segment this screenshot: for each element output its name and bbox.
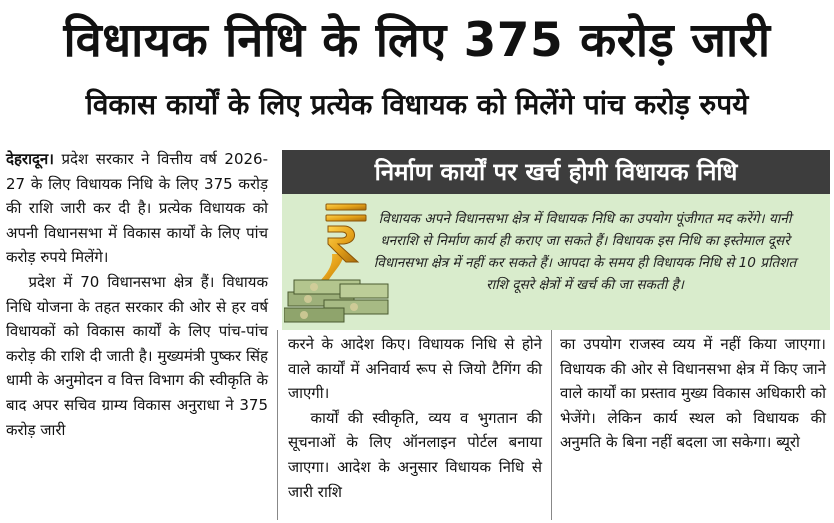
article-column-1 — [6, 147, 268, 442]
subheadline: विकास कार्यों के लिए प्रत्येक विधायक को मिलेंगे पांच करोड़ रुपये — [85, 88, 749, 121]
column-1-paragraph-1 — [6, 147, 268, 270]
column-3-paragraph-1: का उपयोग राजस्व व्यय में नहीं किया जाएगा। विधायक की ओर से विधानसभा क्षेत्र में किए जाने वाले कार्यों का प्रस्ताव मुख्य विकास अधिकारी को भेजेंगे। लेकिन कार्य स्थल को विधायक की अनुमति के बिना नहीं बदला जा सकेगा। ब्यूरो — [560, 335, 826, 452]
dateline: देहरादून। — [6, 150, 54, 168]
article-column-3 — [560, 332, 826, 455]
column-2-paragraph-1: करने के आदेश किए। विधायक निधि से होने वाले कार्यों में अनिवार्य रूप से जियो टैगिंग की जाएगी। — [288, 335, 542, 403]
info-box-title: निर्माण कार्यों पर खर्च होगी विधायक निधि — [282, 150, 830, 194]
column-divider — [551, 330, 552, 520]
info-box-text: विधायक अपने विधानसभा क्षेत्र में विधायक निधि का उपयोग पूंजीगत मद करेंगे। यानी धनराशि से निर्माण कार्य ही कराए जा सकते हैं। विधायक इस निधि का इस्तेमाल दूसरे विधानसभा क्षेत्र में नहीं कर सकते हैं। आपदा के समय ही विधायक निधि से 10 प्रतिशत राशि दूसरे क्षेत्रों में खर्च की जा सकती है। — [373, 211, 797, 293]
article-column-2 — [288, 332, 542, 504]
column-1-paragraph-1-text: प्रदेश सरकार ने वित्तीय वर्ष 2026-27 के लिए विधायक निधि के लिए 375 करोड़ की राशि जारी कर दी है। प्रत्येक विधायक को अपनी विधानसभा में विकास कार्यों के लिए पांच करोड़ रुपये मिलेंगे। — [6, 150, 268, 267]
info-box — [282, 150, 830, 330]
column-2-paragraph-2: कार्यों की स्वीकृति, व्यय व भुगतान की सूचनाओं के लिए ऑनलाइन पोर्टल बनाया जाएगा। आदेश के अनुसार विधायक निधि से जारी राशि — [288, 408, 542, 501]
column-divider — [277, 330, 278, 520]
column-1-paragraph-2: प्रदेश में 70 विधानसभा क्षेत्र हैं। विधायक निधि योजना के तहत सरकार की ओर से हर वर्ष विधायकों को विकास कार्यों के लिए पांच-पांच करोड़ की राशि दी जाती है। मुख्यमंत्री पुष्कर सिंह धामी के अनुमोदन व वित्त विभाग की स्वीकृति के बाद अपर सचिव ग्राम्य विकास अनुराधा ने 375 करोड़ जारी — [6, 272, 268, 439]
headline: विधायक निधि के लिए 375 करोड़ जारी — [63, 13, 771, 68]
